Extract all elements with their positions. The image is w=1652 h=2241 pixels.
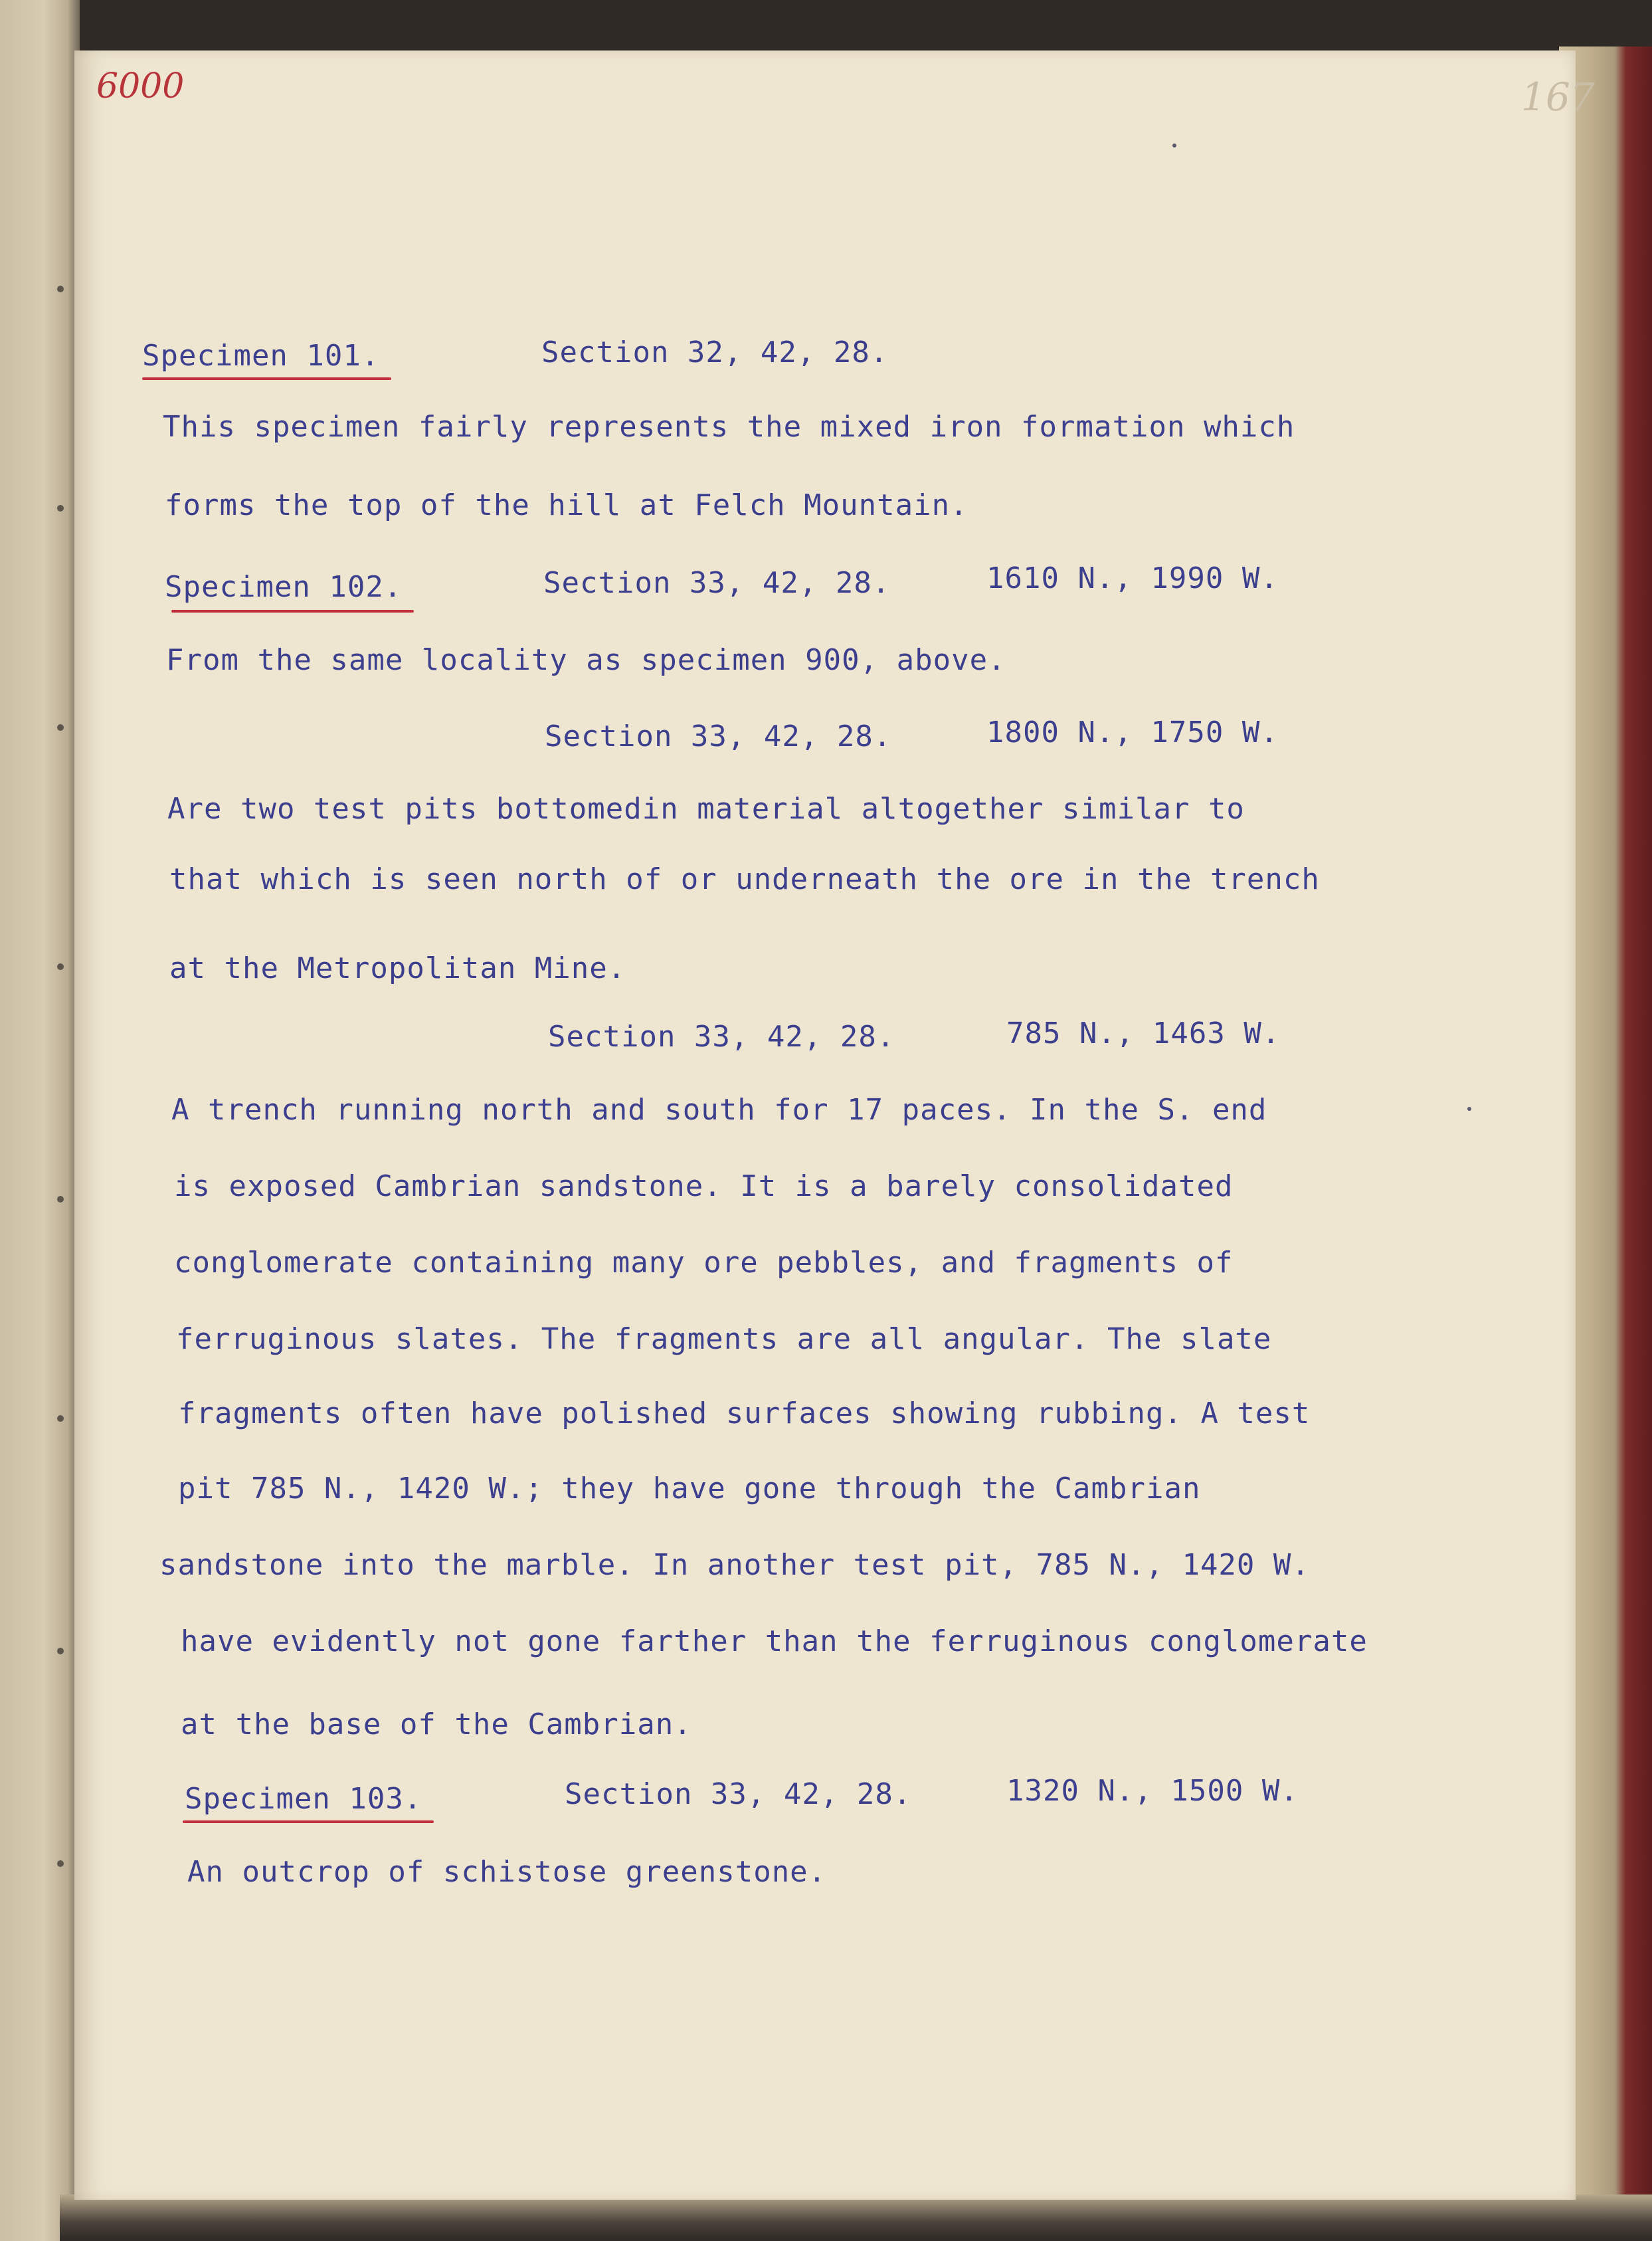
binding-stitch <box>57 1860 64 1867</box>
binding-stitch <box>57 724 64 731</box>
entry-text-line: conglomerate containing many ore pebbles, and fragments of <box>174 1246 1234 1280</box>
binding-stitch <box>57 963 64 970</box>
entry-text-line: forms the top of the hill at Felch Mountain. <box>165 488 968 522</box>
specimen-label: Specimen 102. <box>165 570 403 604</box>
section-location: Section 33, 42, 28. <box>545 720 892 753</box>
binding-stitch <box>57 1196 64 1203</box>
specimen-label: Specimen 103. <box>185 1782 422 1816</box>
entry-text-line: that which is seen north of or underneath the ore in the trench <box>169 862 1320 896</box>
survey-coordinates: 1610 N., 1990 W. <box>986 561 1279 595</box>
entry-text-line: pit 785 N., 1420 W.; they have gone through the Cambrian <box>178 1472 1201 1506</box>
entry-text-line: sandstone into the marble. In another test pit, 785 N., 1420 W. <box>159 1548 1310 1582</box>
entry-text-line: is exposed Cambrian sandstone. It is a barely consolidated <box>174 1169 1234 1203</box>
section-location: Section 33, 42, 28. <box>548 1020 895 1054</box>
binding-stitch <box>57 505 64 512</box>
ink-speck <box>1467 1107 1471 1111</box>
survey-coordinates: 785 N., 1463 W. <box>1006 1017 1281 1050</box>
specimen-underline <box>142 377 391 380</box>
survey-coordinates: 1320 N., 1500 W. <box>1006 1774 1299 1808</box>
section-location: Section 32, 42, 28. <box>541 336 889 369</box>
section-location: Section 33, 42, 28. <box>565 1777 912 1811</box>
specimen-label: Specimen 101. <box>142 339 380 373</box>
binding-stitch <box>57 286 64 292</box>
entry-text-line: From the same locality as specimen 900, above. <box>166 643 1006 677</box>
page-number-left: 6000 <box>96 66 185 106</box>
bottom-page-edge <box>60 2194 1652 2241</box>
page-number-right: 167 <box>1521 74 1595 120</box>
survey-coordinates: 1800 N., 1750 W. <box>986 716 1279 749</box>
entry-text-line: fragments often have polished surfaces showing rubbing. A test <box>178 1397 1311 1430</box>
entry-text-line: A trench running north and south for 17 paces. In the S. end <box>171 1093 1267 1127</box>
ink-speck <box>1172 144 1176 147</box>
entry-text-line: Are two test pits bottomedin material altogether similar to <box>167 792 1245 826</box>
entry-text-line: at the base of the Cambrian. <box>181 1707 692 1741</box>
previous-page-edge <box>0 0 80 2241</box>
binding-stitch <box>57 1415 64 1422</box>
entry-text-line: This specimen fairly represents the mixed iron formation which <box>163 410 1295 444</box>
section-location: Section 33, 42, 28. <box>543 566 891 600</box>
entry-text-line: at the Metropolitan Mine. <box>169 951 626 985</box>
binding-stitch <box>57 1648 64 1654</box>
entry-text-line: An outcrop of schistose greenstone. <box>187 1855 827 1889</box>
entry-text-line: ferruginous slates. The fragments are all angular. The slate <box>176 1322 1272 1356</box>
specimen-underline <box>183 1820 434 1823</box>
specimen-underline <box>171 610 414 613</box>
entry-text-line: have evidently not gone farther than the ferruginous conglomerate <box>181 1624 1368 1658</box>
